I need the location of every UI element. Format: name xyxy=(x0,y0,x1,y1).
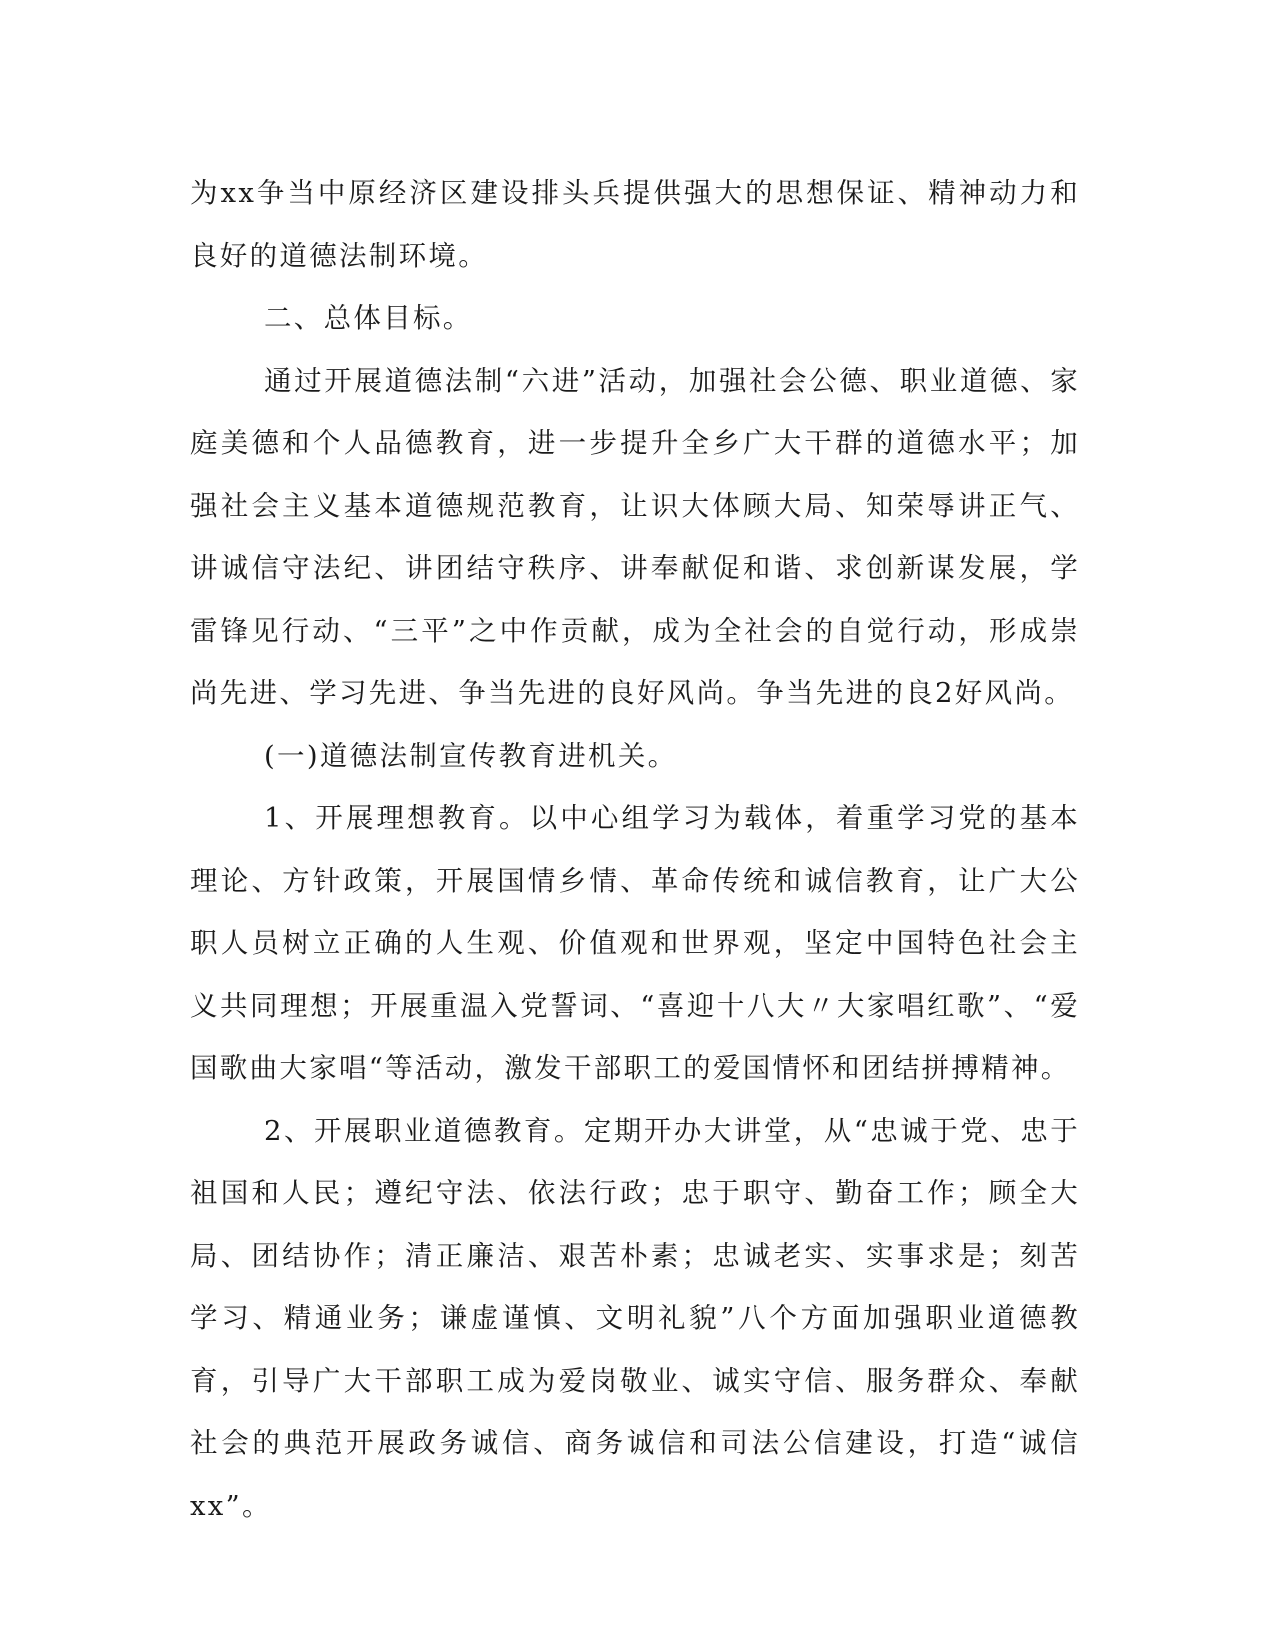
paragraph-overall-goals: 通过开展道德法制“六进”活动，加强社会公德、职业道德、家庭美德和个人品德教育，进一步提升全乡广大干群的道德水平；加强社会主义基本道德规范教育，让识大体顾大局、知荣辱讲正气、讲诚信守法纪、讲团结守秩序、讲奉献促和谐、求创新谋发展，学雷锋见行动、“三平”之中作贡献，成为全社会的自觉行动，形成崇尚先进、学习先进、争当先进的良好风尚。争当先进的良2好风尚。 xyxy=(190,364,1080,709)
paragraph-ideal-education: 1、开展理想教育。以中心组学习为载体，着重学习党的基本理论、方针政策，开展国情乡情、革命传统和诚信教育，让广大公职人员树立正确的人生观、价值观和世界观，坚定中国特色社会主义共同理想；开展重温入党誓词、“喜迎十八大〃大家唱红歌”、“爱国歌曲大家唱“等活动，激发干部职工的爱国情怀和团结拼搏精神。 xyxy=(190,802,1080,1084)
document-body xyxy=(190,162,1080,1537)
section-heading-overall-goals: 二、总体目标。 xyxy=(264,302,473,334)
paragraph-closing-goal: 为xx争当中原经济区建设排头兵提供强大的思想保证、精神动力和良好的道德法制环境。 xyxy=(190,177,1080,272)
subsection-heading-agencies: (一)道德法制宣传教育进机关。 xyxy=(264,739,678,772)
paragraph-professional-ethics: 2、开展职业道德教育。定期开办大讲堂，从“忠诚于党、忠于祖国和人民；遵纪守法、依法行政；忠于职守、勤奋工作；顾全大局、团结协作；清正廉洁、艰苦朴素；忠诚老实、实事求是；刻苦学习、精通业务；谦虚谨慎、文明礼貌”八个方面加强职业道德教育，引导广大干部职工成为爱岗敬业、诚实守信、服务群众、奉献社会的典范开展政务诚信、商务诚信和司法公信建设，打造“诚信xx”。 xyxy=(190,1114,1080,1522)
